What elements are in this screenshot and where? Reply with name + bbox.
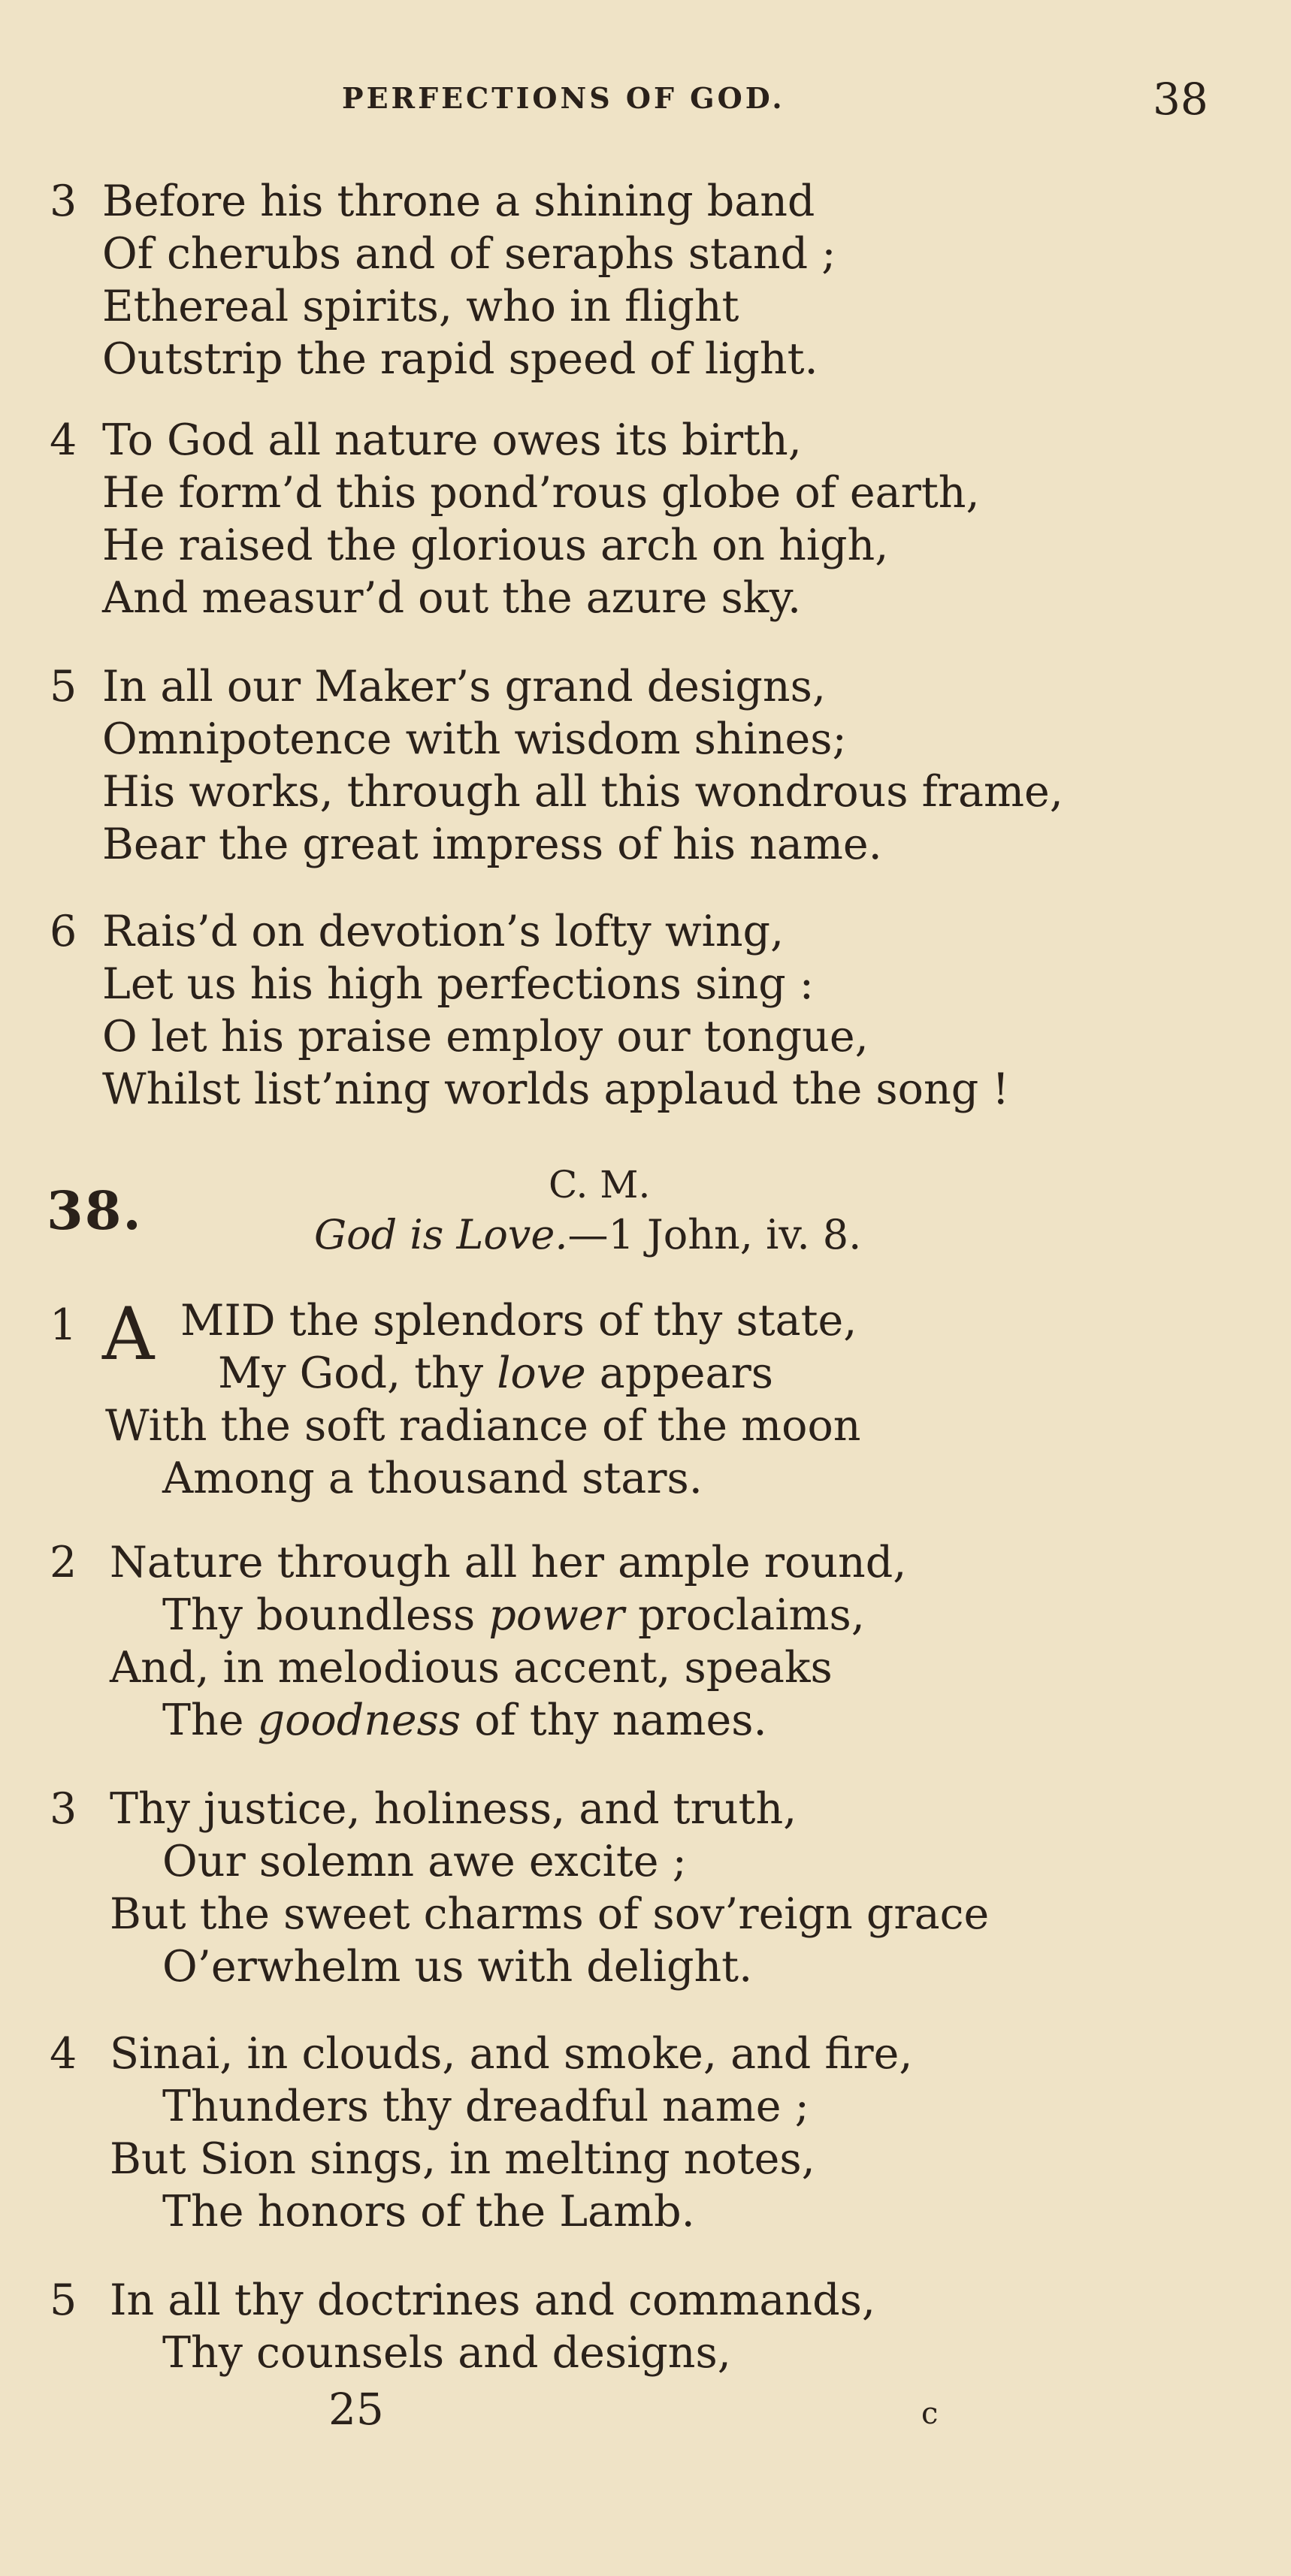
verse-line: Whilst list’ning worlds applaud the song ! bbox=[102, 1065, 1010, 1114]
verse-text: Thy boundless bbox=[162, 1590, 489, 1640]
verse-line: O let his praise employ our tongue, bbox=[102, 1012, 869, 1062]
verse-line bbox=[162, 1696, 767, 1745]
verse-line: Rais’d on devotion’s lofty wing, bbox=[102, 907, 785, 956]
hymn-number: 38. bbox=[47, 1179, 143, 1242]
verse-line: But Sion sings, in melting notes, bbox=[110, 2134, 815, 2184]
verse-line: Bear the great impress of his name. bbox=[102, 820, 882, 869]
verse-line: Let us his high perfections sing : bbox=[102, 959, 815, 1009]
verse-line: Omnipotence with wisdom shines; bbox=[102, 714, 847, 764]
verse-line: Among a thousand stars. bbox=[162, 1454, 703, 1503]
verse-line: With the soft radiance of the moon bbox=[105, 1401, 861, 1451]
stanza-number: 3 bbox=[50, 177, 77, 226]
verse-line: Before his throne a shining band bbox=[102, 177, 815, 226]
verse-line: Thy counsels and designs, bbox=[162, 2328, 731, 2378]
verse-line: MID the splendors of thy state, bbox=[180, 1296, 857, 1345]
verse-line: In all our Maker’s grand designs, bbox=[102, 662, 826, 711]
verse-text: My God, thy bbox=[218, 1348, 497, 1398]
verse-line: Our solemn awe excite ; bbox=[162, 1837, 687, 1886]
drop-cap: A bbox=[102, 1292, 155, 1376]
verse-text: The bbox=[162, 1696, 258, 1745]
hymn-meter: C. M. bbox=[549, 1163, 651, 1206]
stanza-number: 4 bbox=[50, 415, 77, 465]
verse-line bbox=[218, 1348, 773, 1398]
verse-line: Outstrip the rapid speed of light. bbox=[102, 334, 818, 384]
page-number: 38 bbox=[1153, 74, 1208, 125]
stanza-number: 4 bbox=[50, 2029, 77, 2079]
verse-text: appears bbox=[585, 1348, 773, 1398]
verse-line: The honors of the Lamb. bbox=[162, 2187, 695, 2236]
subtitle-title: God is Love. bbox=[314, 1211, 568, 1258]
verse-line: Thy justice, holiness, and truth, bbox=[110, 1784, 797, 1834]
stanza-number: 6 bbox=[50, 907, 77, 956]
verse-text: of thy names. bbox=[461, 1696, 767, 1745]
verse-line: Nature through all her ample round, bbox=[110, 1538, 907, 1587]
verse-line: Of cherubs and of seraphs stand ; bbox=[102, 229, 836, 279]
verse-line: And, in melodious accent, speaks bbox=[110, 1643, 833, 1693]
verse-line: O’erwhelm us with delight. bbox=[162, 1942, 753, 1992]
verse-text: proclaims, bbox=[624, 1590, 865, 1640]
running-head: PERFECTIONS OF GOD. bbox=[342, 81, 785, 115]
emphasis: love bbox=[497, 1348, 586, 1398]
stanza-number: 1 bbox=[50, 1300, 77, 1350]
verse-line: He raised the glorious arch on high, bbox=[102, 521, 889, 570]
stanza-number: 5 bbox=[50, 662, 77, 711]
stanza-number: 2 bbox=[50, 1538, 77, 1587]
verse-line: Ethereal spirits, who in flight bbox=[102, 282, 739, 331]
verse-line: His works, through all this wondrous frame, bbox=[102, 767, 1063, 817]
verse-line: And measur’d out the azure sky. bbox=[102, 573, 802, 623]
emphasis: power bbox=[488, 1590, 624, 1640]
footer-page-number: 25 bbox=[328, 2384, 384, 2435]
verse-line: He form’d this pond’rous globe of earth, bbox=[102, 468, 980, 518]
hymn-subtitle bbox=[314, 1211, 861, 1258]
signature-mark: c bbox=[921, 2396, 939, 2431]
emphasis: goodness bbox=[257, 1696, 461, 1745]
subtitle-reference: —1 John, iv. 8. bbox=[567, 1211, 862, 1258]
verse-line: Thunders thy dreadful name ; bbox=[162, 2082, 809, 2131]
stanza-number: 5 bbox=[50, 2276, 77, 2325]
stanza-number: 3 bbox=[50, 1784, 77, 1834]
verse-line: But the sweet charms of sov’reign grace bbox=[110, 1889, 990, 1939]
verse-line: In all thy doctrines and commands, bbox=[110, 2276, 875, 2325]
verse-line: Sinai, in clouds, and smoke, and fire, bbox=[110, 2029, 913, 2079]
verse-line bbox=[162, 1590, 865, 1640]
verse-line: To God all nature owes its birth, bbox=[102, 415, 802, 465]
